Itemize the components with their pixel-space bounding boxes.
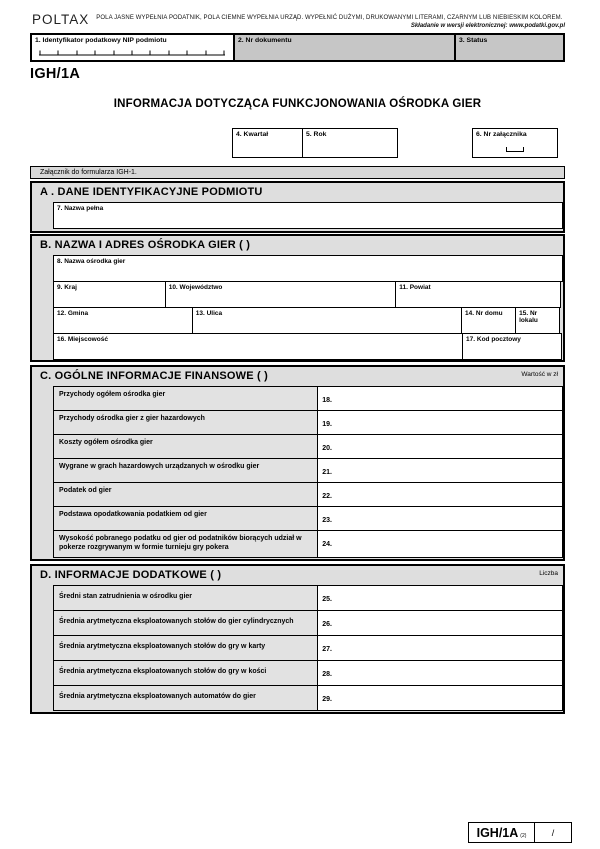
section-c-unit-label: Wartość w zł (521, 371, 558, 378)
flat-number-label: 15. Nr lokalu (519, 310, 538, 325)
section-a-header (32, 183, 563, 202)
county-field[interactable] (395, 281, 561, 308)
additional-row-label: Średnia arytmetyczna eksploatowanych stołów do gier cylindrycznych (53, 610, 318, 636)
header-instructions (89, 12, 565, 29)
field-number: 26. (322, 621, 332, 628)
voivodeship-field[interactable] (165, 281, 397, 308)
additional-row (53, 661, 563, 686)
additional-row (53, 585, 563, 611)
quarter-field[interactable] (233, 129, 303, 157)
section-d (30, 564, 565, 714)
field-number: 19. (322, 421, 332, 428)
full-name-label: 7. Nazwa pełna (57, 205, 104, 212)
street-label: 13. Ulica (195, 310, 223, 317)
form-code: IGH/1A (30, 66, 81, 82)
quarter-year-box (232, 128, 398, 158)
section-a (30, 181, 565, 233)
efiling-note: Składanie w wersji elektronicznej: www.podatki.gov.pl (410, 23, 565, 29)
footer-form-code-note: (2) (520, 832, 527, 839)
city-label: 16. Miejscowość (57, 336, 108, 343)
additional-row (53, 611, 563, 636)
field-number: 25. (322, 596, 332, 603)
country-field[interactable] (53, 281, 166, 308)
financial-row-label: Przychody ośrodka gier z gier hazardowych (53, 410, 318, 435)
commune-label: 12. Gmina (57, 310, 89, 317)
additional-row-value-field[interactable] (317, 610, 563, 636)
county-label: 11. Powiat (399, 284, 431, 291)
postal-code-label: 17. Kod pocztowy (466, 336, 521, 343)
field-number: 28. (322, 671, 332, 678)
additional-row (53, 636, 563, 661)
financial-row-label: Wygrane w grach hazardowych urządzanych w ośrodku gier (53, 458, 318, 483)
field-number: 22. (322, 493, 332, 500)
house-number-field[interactable] (461, 307, 516, 334)
nip-field-label: 1. Identyfikator podatkowy NIP podmiotu (35, 37, 167, 44)
attachment-number-mark (506, 147, 524, 152)
section-c-title: C. OGÓLNE INFORMACJE FINANSOWE ( ) (40, 370, 269, 382)
financial-row-value-field[interactable] (317, 530, 563, 558)
street-field[interactable] (192, 307, 462, 334)
financial-row (53, 507, 563, 531)
attachment-note: Załącznik do formularza IGH-1. (30, 166, 565, 179)
footer-form-code-box (468, 822, 572, 843)
financial-row-value-field[interactable] (317, 458, 563, 483)
financial-row (53, 531, 563, 558)
commune-field[interactable] (53, 307, 193, 334)
country-label: 9. Kraj (57, 284, 77, 291)
status-label: 3. Status (459, 37, 488, 44)
city-field[interactable] (53, 333, 463, 360)
financial-row-value-field[interactable] (317, 482, 563, 507)
document-number-field (235, 35, 456, 60)
flat-number-field[interactable] (515, 307, 560, 334)
quarter-label: 4. Kwartał (236, 131, 269, 138)
additional-row-value-field[interactable] (317, 685, 563, 711)
section-d-body (53, 585, 563, 711)
financial-row-value-field[interactable] (317, 410, 563, 435)
financial-row-value-field[interactable] (317, 386, 563, 411)
additional-row-value-field[interactable] (317, 635, 563, 661)
financial-row (53, 483, 563, 507)
centre-name-label: 8. Nazwa ośrodka gier (57, 258, 126, 265)
attachment-number-label: 6. Nr załącznika (476, 131, 527, 138)
additional-row-label: Średni stan zatrudnienia w ośrodku gier (53, 585, 318, 611)
additional-row-label: Średnia arytmetyczna eksploatowanych automatów do gier (53, 685, 318, 711)
footer-form-code-cell (469, 823, 535, 842)
financial-row-label: Podatek od gier (53, 482, 318, 507)
section-c-header (32, 367, 563, 386)
top-fields-row (30, 33, 565, 62)
voivodeship-label: 10. Województwo (168, 284, 223, 291)
field-number: 24. (322, 541, 332, 548)
section-b-body (53, 255, 563, 360)
additional-row-label: Średnia arytmetyczna eksploatowanych stołów do gry w kości (53, 660, 318, 686)
field-number: 18. (322, 397, 332, 404)
fill-instructions-text: POLA JASNE WYPEŁNIA PODATNIK, POLA CIEMNE WYPEŁNIA URZĄD. WYPEŁNIĆ DUŻYMI, DRUKOWANYMI LITERAMI, CZARNYM LUB NIEBIESKIM KOLOREM. (96, 15, 563, 21)
financial-row-label: Przychody ogółem ośrodka gier (53, 386, 318, 411)
financial-row-value-field[interactable] (317, 434, 563, 459)
section-c-body (53, 386, 563, 558)
financial-row-label: Podstawa opodatkowania podatkiem od gier (53, 506, 318, 531)
section-d-title: D. INFORMACJE DODATKOWE ( ) (40, 569, 222, 581)
year-field[interactable] (303, 129, 397, 157)
house-number-label: 14. Nr domu (465, 310, 503, 317)
poltax-logo: POLTAX (32, 12, 90, 27)
footer-page-cell: / (551, 827, 555, 838)
section-b (30, 234, 565, 362)
centre-name-field[interactable] (53, 255, 563, 282)
status-field (456, 35, 563, 60)
full-name-field[interactable] (53, 202, 563, 229)
field-number: 23. (322, 517, 332, 524)
section-a-body (53, 202, 563, 229)
additional-row-value-field[interactable] (317, 585, 563, 611)
section-a-title: A . DANE IDENTYFIKACYJNE PODMIOTU (40, 186, 263, 198)
financial-row (53, 435, 563, 459)
page-header (32, 12, 565, 29)
form-title: INFORMACJA DOTYCZĄCA FUNKCJONOWANIA OŚRODKA GIER (113, 98, 482, 110)
document-number-label: 2. Nr dokumentu (238, 37, 292, 44)
nip-field[interactable] (32, 35, 235, 60)
financial-row-label: Koszty ogółem ośrodka gier (53, 434, 318, 459)
financial-row (53, 411, 563, 435)
field-number: 29. (322, 696, 332, 703)
section-b-title: B. NAZWA I ADRES OŚRODKA GIER ( ) (40, 239, 251, 251)
section-d-unit-label: Liczba (539, 570, 558, 577)
financial-row (53, 386, 563, 411)
section-b-header (32, 236, 563, 255)
additional-row (53, 686, 563, 711)
section-d-header (32, 566, 563, 585)
field-number: 20. (322, 445, 332, 452)
footer-form-code: IGH/1A (476, 825, 519, 840)
field-number: 21. (322, 469, 332, 476)
financial-row-label: Wysokość pobranego podatku od gier od podatników biorących udział w pokerze rozgrywanym w formie turnieju gry pokera (53, 530, 318, 558)
period-row (30, 128, 565, 158)
financial-row (53, 459, 563, 483)
year-label: 5. Rok (306, 131, 327, 138)
additional-row-label: Średnia arytmetyczna eksploatowanych stołów do gry w karty (53, 635, 318, 661)
field-number: 27. (322, 646, 332, 653)
financial-row-value-field[interactable] (317, 506, 563, 531)
additional-row-value-field[interactable] (317, 660, 563, 686)
section-c (30, 365, 565, 561)
postal-code-field[interactable] (462, 333, 562, 360)
nip-digit-ruler (39, 47, 225, 56)
attachment-number-field[interactable] (472, 128, 558, 158)
